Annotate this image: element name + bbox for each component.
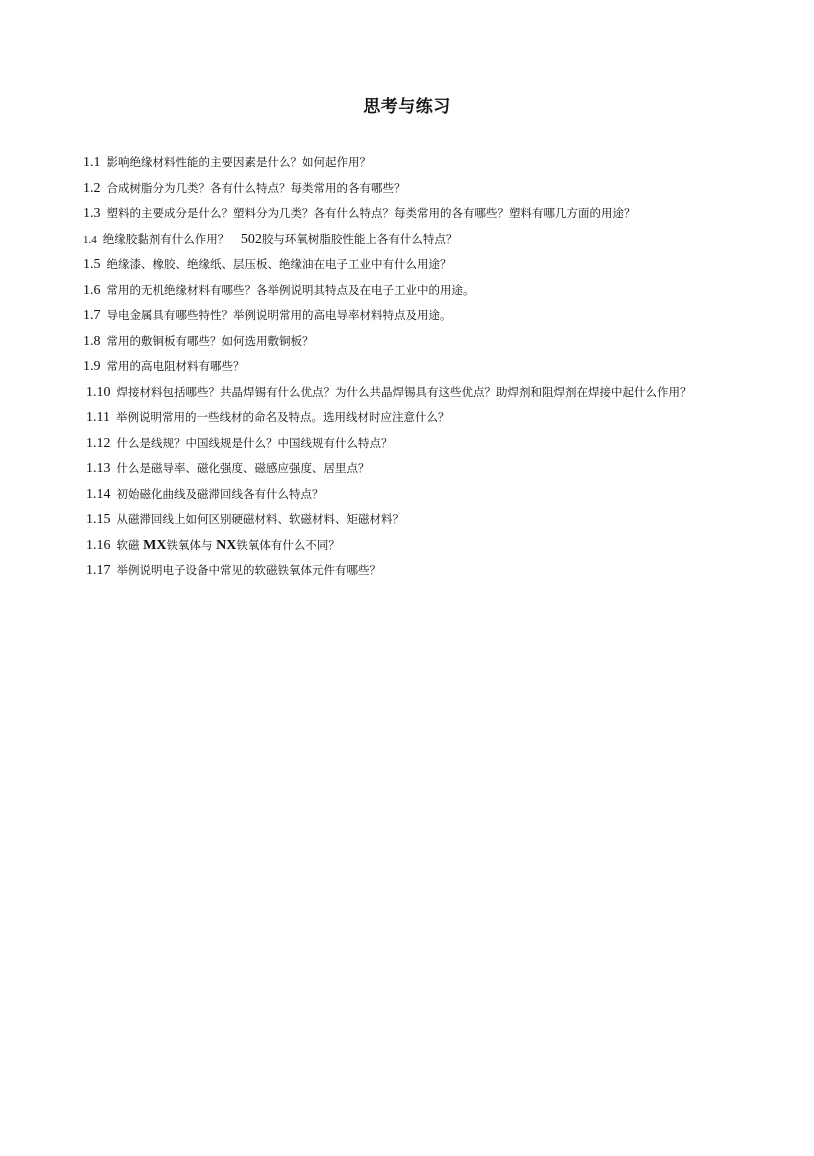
question-text: 合成树脂分为几类？各有什么特点？每类常用的各有哪些？ [106,180,406,195]
ferrite-code-nx: NX [216,537,237,553]
question-list [50,150,714,584]
question-number: 1.16 [86,537,111,553]
question-text-continued: 铁氧体与 [166,537,213,552]
question-text: 什么是线规？中国线规是什么？中国线规有什么特点？ [116,435,393,450]
question-text: 举例说明常用的一些线材的命名及特点。选用线材时应注意什么？ [115,410,450,424]
question-text-continued: 胶与环氧树脂胶性能上各有什么特点？ [261,231,458,246]
question-number: 1.15 [86,512,111,527]
ferrite-code-mx: MX [143,537,167,553]
question-item [50,482,714,508]
question-item [50,201,714,227]
question-item [50,227,714,253]
question-number: 1.3 [83,206,101,221]
question-text: 什么是磁导率、磁化强度、磁感应强度、居里点？ [116,461,370,475]
question-number: 1.14 [86,486,111,502]
question-number: 1.11 [86,410,110,425]
question-text: 举例说明电子设备中常见的软磁铁氧体元件有哪些？ [116,563,381,577]
question-number: 1.8 [83,333,101,349]
question-number: 1.13 [86,461,111,476]
question-item [50,456,714,482]
question-number: 1.10 [86,384,111,400]
question-item [50,278,714,304]
question-number: 1.1 [83,155,101,170]
question-item [50,354,714,380]
question-item [50,176,714,202]
question-number: 1.2 [83,180,101,196]
question-text: 初始磁化曲线及磁滞回线各有什么特点？ [116,486,324,501]
question-text: 焊接材料包括哪些？共晶焊锡有什么优点？为什么共晶焊锡具有这些优点？助焊剂和阻焊剂在焊接中起什么作用？ [116,384,692,399]
question-text: 常用的高电阻材料有哪些？ [106,359,245,373]
question-text: 影响绝缘材料性能的主要因素是什么？如何起作用？ [106,155,371,169]
question-item [50,380,714,406]
question-item [50,303,714,329]
question-number: 1.6 [83,282,101,298]
adhesive-code: 502 [240,231,262,247]
question-item [50,329,714,355]
question-item [50,252,714,278]
question-text: 塑料的主要成分是什么？塑料分为几类？各有什么特点？每类常用的各有哪些？塑料有哪几方面的用途？ [106,206,636,220]
question-text: 软磁 [116,537,140,552]
question-number: 1.12 [86,435,111,451]
question-item [50,558,714,584]
question-number: 1.7 [83,308,101,323]
question-number: 1.17 [86,563,111,578]
question-text: 从磁滞回线上如何区别硬磁材料、软磁材料、矩磁材料？ [116,512,404,526]
question-number: 1.5 [83,257,101,272]
question-number: 1.9 [83,359,101,374]
question-text: 常用的敷铜板有哪些？如何选用敷铜板？ [106,333,314,348]
question-text: 绝缘漆、橡胶、绝缘纸、层压板、绝缘油在电子工业中有什么用途？ [106,257,452,271]
question-text: 常用的无机绝缘材料有哪些？各举例说明其特点及在电子工业中的用途。 [106,282,475,297]
question-number: 1.4 [83,233,97,246]
page-title: 思考与练习 [363,97,451,117]
question-item [50,405,714,431]
question-text: 导电金属具有哪些特性？举例说明常用的高电导率材料特点及用途。 [106,308,452,322]
question-text-end: 铁氧体有什么不同？ [236,537,340,552]
question-text: 绝缘胶黏剂有什么作用？ [102,231,230,246]
question-item [50,533,714,559]
question-item [50,507,714,533]
question-item [50,150,714,176]
question-item [50,431,714,457]
